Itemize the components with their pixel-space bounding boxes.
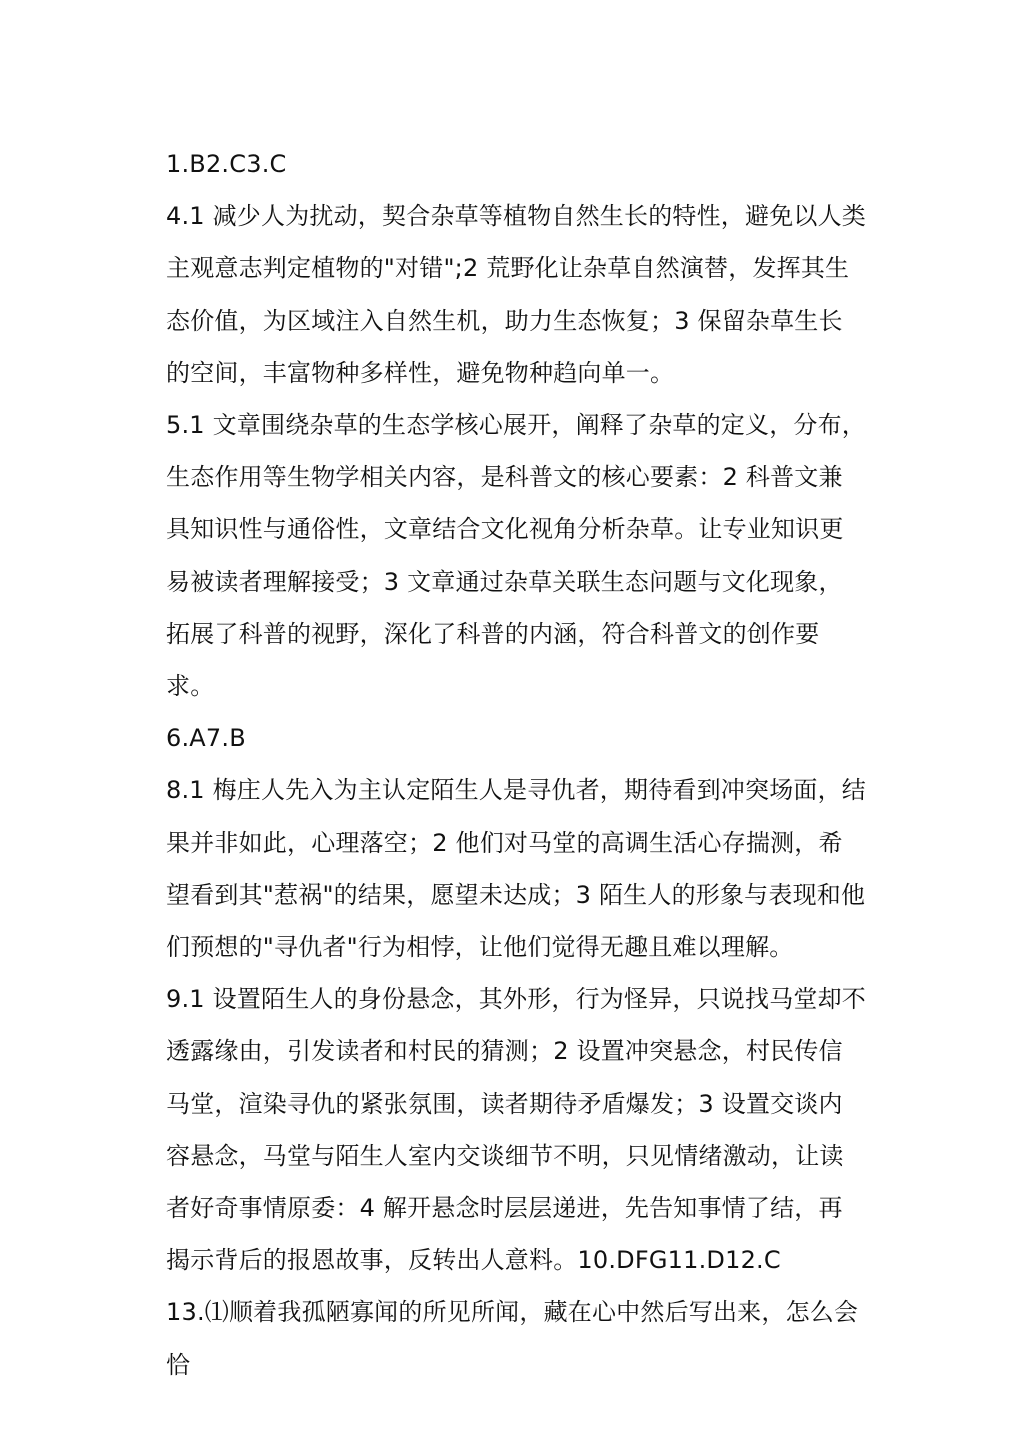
answer-paragraph-13: 13.⑴顺着我孤陋寡闻的所见所闻，藏在心中然后写出来，怎么会恰 (166, 1298, 859, 1379)
answer-line-1-3: 1.B2.C3.C (166, 150, 287, 178)
answer-paragraph-5: 5.1 文章围绕杂草的生态学核心展开，阐释了杂草的定义，分布，生态作用等生物学相关内容，是科普文的核心要素：2 科普文兼具知识性与通俗性，文章结合文化视角分析杂草。让专业知识更易被读者理解接受；3 文章通过杂草关联生态问题与文化现象，拓展了科普的视野，深化了科普的内涵，符合科普文的创作要求。 (166, 411, 866, 701)
answer-text-body (166, 138, 866, 1391)
answer-paragraph-8: 8.1 梅庄人先入为主认定陌生人是寻仇者，期待看到冲突场面，结果并非如此，心理落空；2 他们对马堂的高调生活心存揣测，希望看到其"惹祸"的结果，愿望未达成；3 陌生人的形象与表现和他们预想的"寻仇者"行为相悖，让他们觉得无趣且难以理解。 (166, 776, 866, 962)
answer-line-6-7: 6.A7.B (166, 724, 246, 753)
answer-paragraph-4: 4.1 减少人为扰动，契合杂草等植物自然生长的特性，避免以人类主观意志判定植物的"对错";2 荒野化让杂草自然演替，发挥其生态价值，为区域注入自然生机，助力生态恢复；3 保留杂草生长的空间，丰富物种多样性，避免物种趋向单一。 (166, 202, 866, 387)
answer-paragraph-9-12: 9.1 设置陌生人的身份悬念，其外形，行为怪异，只说找马堂却不透露缘由，引发读者和村民的猜测；2 设置冲突悬念，村民传信马堂，渲染寻仇的紧张氛围，读者期待矛盾爆发；3 设置交谈内容悬念，马堂与陌生人室内交谈细节不明，只见情绪激动，让读者好奇事情原委：4 解开悬念时层层递进，先告知事情了结，再揭示背后的报恩故事，反转出人意料。10.DFG11.D12.C (166, 985, 866, 1275)
